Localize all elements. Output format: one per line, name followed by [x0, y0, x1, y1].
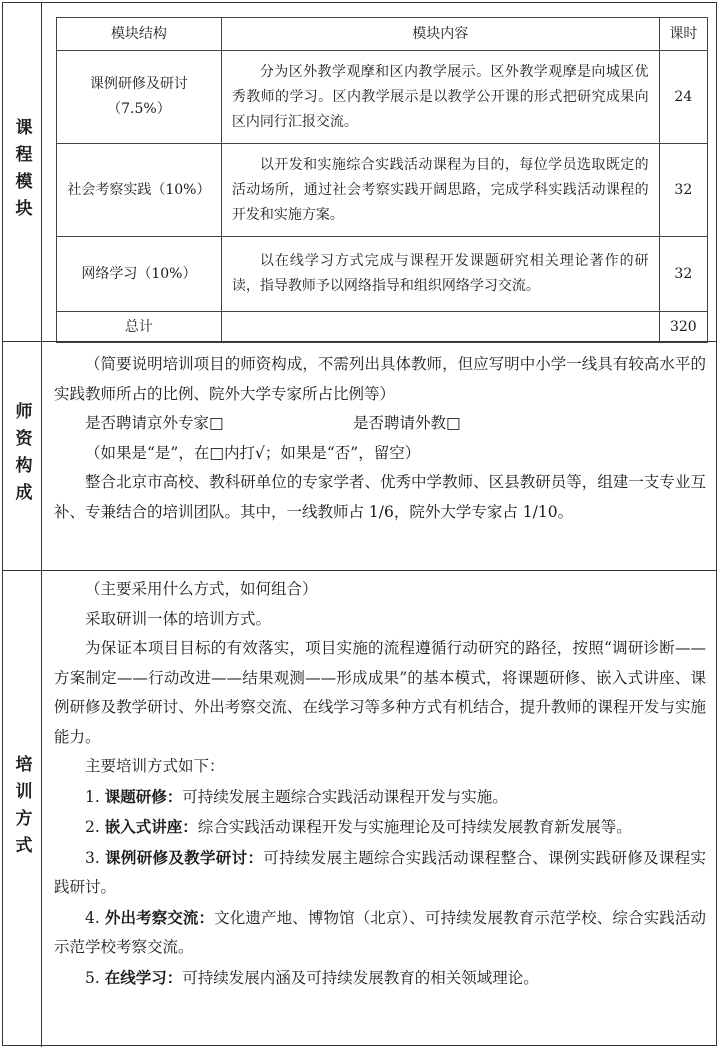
training-label-cell — [3, 571, 42, 1047]
item-number: 5. — [85, 968, 100, 987]
item-number: 2. — [85, 818, 100, 836]
header-structure: 模块结构 — [57, 18, 222, 51]
table-row — [57, 237, 708, 312]
header-hours: 课时 — [659, 18, 707, 51]
module-name: 网络学习（10%） — [57, 237, 222, 312]
total-label: 总计 — [57, 312, 222, 343]
item-text: 综合实践活动课程开发与实施理论及可持续发展教育新发展等。 — [197, 818, 632, 836]
module-name: 社会考察实践（10%） — [57, 144, 222, 237]
module-content: 分为区外教学观摩和区内教学展示。区外教学观摩是向城区优秀教师的学习。区内教学展示是以教学公开课的形式把研究成果向区内同行汇报交流。 — [221, 51, 659, 144]
list-item — [46, 903, 716, 963]
list-item — [46, 812, 716, 843]
item-number: 3. — [85, 848, 100, 867]
expert-question: 是否聘请京外专家□ — [85, 414, 224, 432]
item-title: 课题研修： — [104, 786, 183, 806]
item-text: 文化遗产地、博物馆（北京）、可持续发展教育示范学校、综合实践活动示范学校考察交流。 — [54, 908, 706, 956]
training-list-intro: 主要培训方式如下： — [85, 757, 225, 775]
course-module-section — [3, 3, 716, 341]
module-hours: 24 — [659, 51, 707, 144]
module-hours: 32 — [659, 237, 707, 312]
module-name — [57, 51, 222, 144]
module-content: 以在线学习方式完成与课程开发课题研究相关理论著作的研读，指导教师予以网络指导和组织网络学习交流。 — [221, 237, 659, 312]
form-table — [2, 2, 717, 1046]
table-row — [57, 144, 708, 237]
header-content: 模块内容 — [221, 18, 659, 51]
item-title: 外出考察交流： — [104, 907, 215, 927]
module-table — [56, 17, 708, 343]
item-title: 嵌入式讲座： — [104, 817, 198, 836]
course-module-label: 课程模块 — [11, 118, 32, 226]
list-item — [46, 843, 716, 903]
faculty-note: （如果是“是”，在□内打√；如果是“否”，留空） — [85, 443, 421, 462]
faculty-instruction: （简要说明培训项目的师资构成，不需列出具体教师，但应写明中小学一线具有较高水平的实践教师所占的比例、院外大学专家所占比例等） — [54, 355, 706, 403]
training-adopt: 采取研训一体的培训方式。 — [85, 609, 272, 628]
module-hours: 32 — [659, 144, 707, 237]
item-number: 4. — [85, 908, 100, 927]
list-item — [46, 782, 716, 813]
total-hours: 320 — [659, 312, 707, 343]
course-module-label-cell — [3, 3, 42, 341]
item-text: 可持续发展主题综合实践活动课程开发与实施。 — [182, 787, 508, 806]
faculty-label-cell — [3, 342, 42, 570]
faculty-section — [3, 341, 716, 570]
faculty-content — [42, 342, 716, 570]
module-name-percent: （7.5%） — [107, 101, 171, 117]
table-row — [57, 51, 708, 144]
foreign-teacher-question: 是否聘请外教□ — [353, 414, 461, 432]
faculty-label: 师资构成 — [11, 402, 32, 510]
faculty-checkbox-row — [46, 409, 716, 439]
training-content — [42, 571, 716, 1047]
item-text: 可持续发展内涵及可持续发展教育的相关领域理论。 — [182, 968, 539, 987]
item-title: 在线学习： — [104, 967, 183, 987]
training-intro: 为保证本项目目标的有效落实，项目实施的流程遵循行动研究的路径，按照“调研诊断——方案制定——行动改进——结果观测——形成成果”的基本模式，将课题研修、嵌入式讲座、课例研修及教学研讨、外出考察交流、在线学习等多种方式有机结合，提升教师的课程开发与实施能力。 — [54, 639, 706, 746]
module-content: 以开发和实施综合实践活动课程为目的，每位学员选取既定的活动场所，通过社会考察实践开阔思路，完成学科实践活动课程的开发和实施方案。 — [221, 144, 659, 237]
item-number: 1. — [85, 787, 100, 806]
table-total-row — [57, 312, 708, 343]
module-name-line: 课例研修及研讨 — [89, 76, 188, 92]
item-title: 课例研修及教学研讨： — [105, 847, 264, 867]
list-item — [46, 963, 716, 994]
course-module-content — [42, 3, 716, 341]
training-section — [3, 570, 716, 1047]
training-label: 培训方式 — [11, 755, 32, 863]
total-empty-cell — [221, 312, 659, 343]
training-prompt: （主要采用什么方式，如何组合） — [85, 580, 318, 598]
item-text: 可持续发展主题综合实践活动课程整合、课例实践研修及课程实践研讨。 — [54, 848, 706, 896]
module-table-header — [57, 18, 708, 51]
faculty-body: 整合北京市高校、教科研单位的专家学者、优秀中学教师、区县教研员等，组建一支专业互补、专兼结合的培训团队。其中，一线教师占 1/6，院外大学专家占 1/10。 — [54, 473, 706, 521]
